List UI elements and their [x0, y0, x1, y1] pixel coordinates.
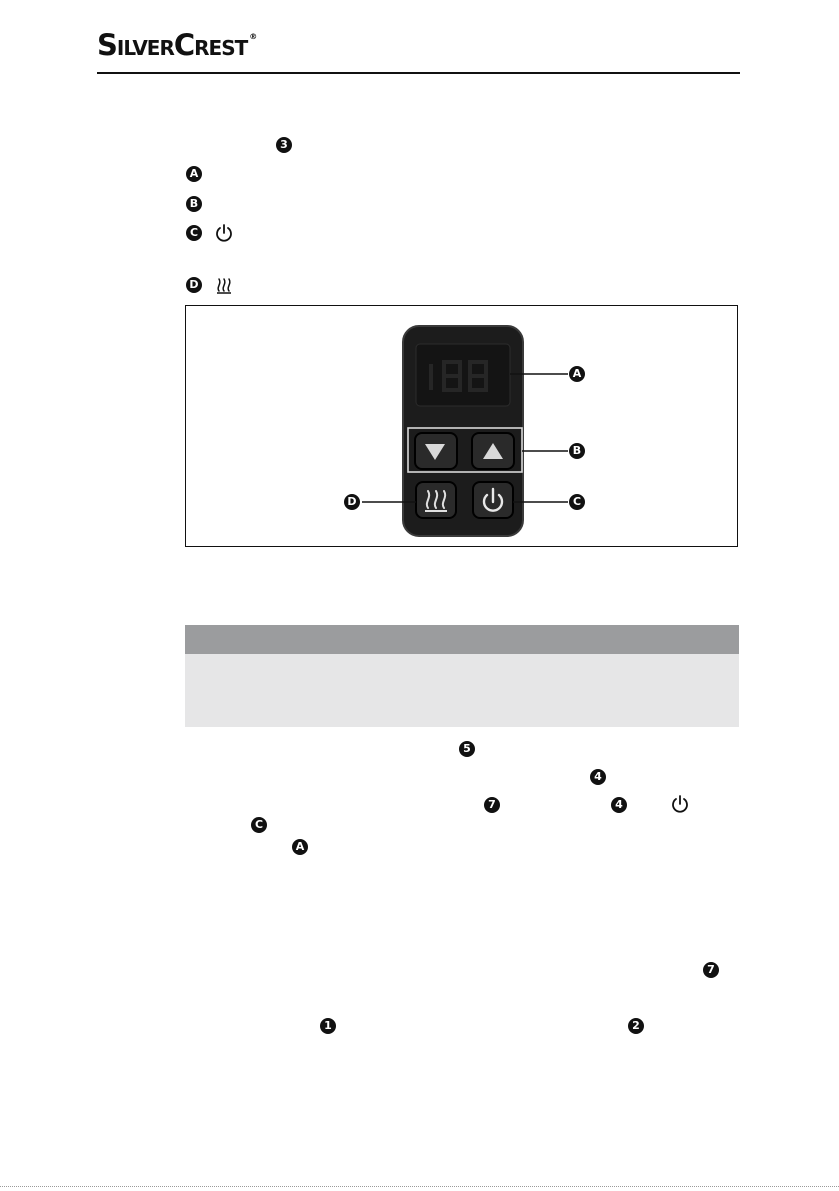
callout-a: A: [569, 366, 585, 382]
legend-marker-c: C: [186, 225, 202, 241]
marker-7: 7: [484, 797, 500, 813]
power-icon: [214, 223, 234, 243]
marker-7-second: 7: [703, 962, 719, 978]
marker-a: A: [292, 839, 308, 855]
marker-4-second: 4: [611, 797, 627, 813]
callout-d: D: [344, 494, 360, 510]
brand-logo: [97, 28, 257, 62]
legend-marker-b: B: [186, 196, 202, 212]
warning-header-bar: [185, 625, 739, 654]
marker-4: 4: [590, 769, 606, 785]
heat-waves-icon: [214, 275, 234, 295]
warning-body-box: [185, 654, 739, 727]
page-bottom-edge: [0, 1186, 839, 1188]
marker-3: 3: [276, 137, 292, 153]
marker-c: C: [251, 817, 267, 833]
control-panel-figure: [185, 305, 738, 547]
marker-5: 5: [459, 741, 475, 757]
callout-c: C: [569, 494, 585, 510]
callout-b: B: [569, 443, 585, 459]
legend-marker-a: A: [186, 166, 202, 182]
control-panel-drawing: [186, 306, 736, 545]
registered-mark: ®: [249, 32, 257, 41]
marker-2: 2: [628, 1018, 644, 1034]
marker-1: 1: [320, 1018, 336, 1034]
header-rule: [97, 72, 740, 74]
brand-logo-text: SilverCrest: [97, 28, 248, 62]
legend-marker-d: D: [186, 277, 202, 293]
power-icon: [670, 794, 690, 814]
